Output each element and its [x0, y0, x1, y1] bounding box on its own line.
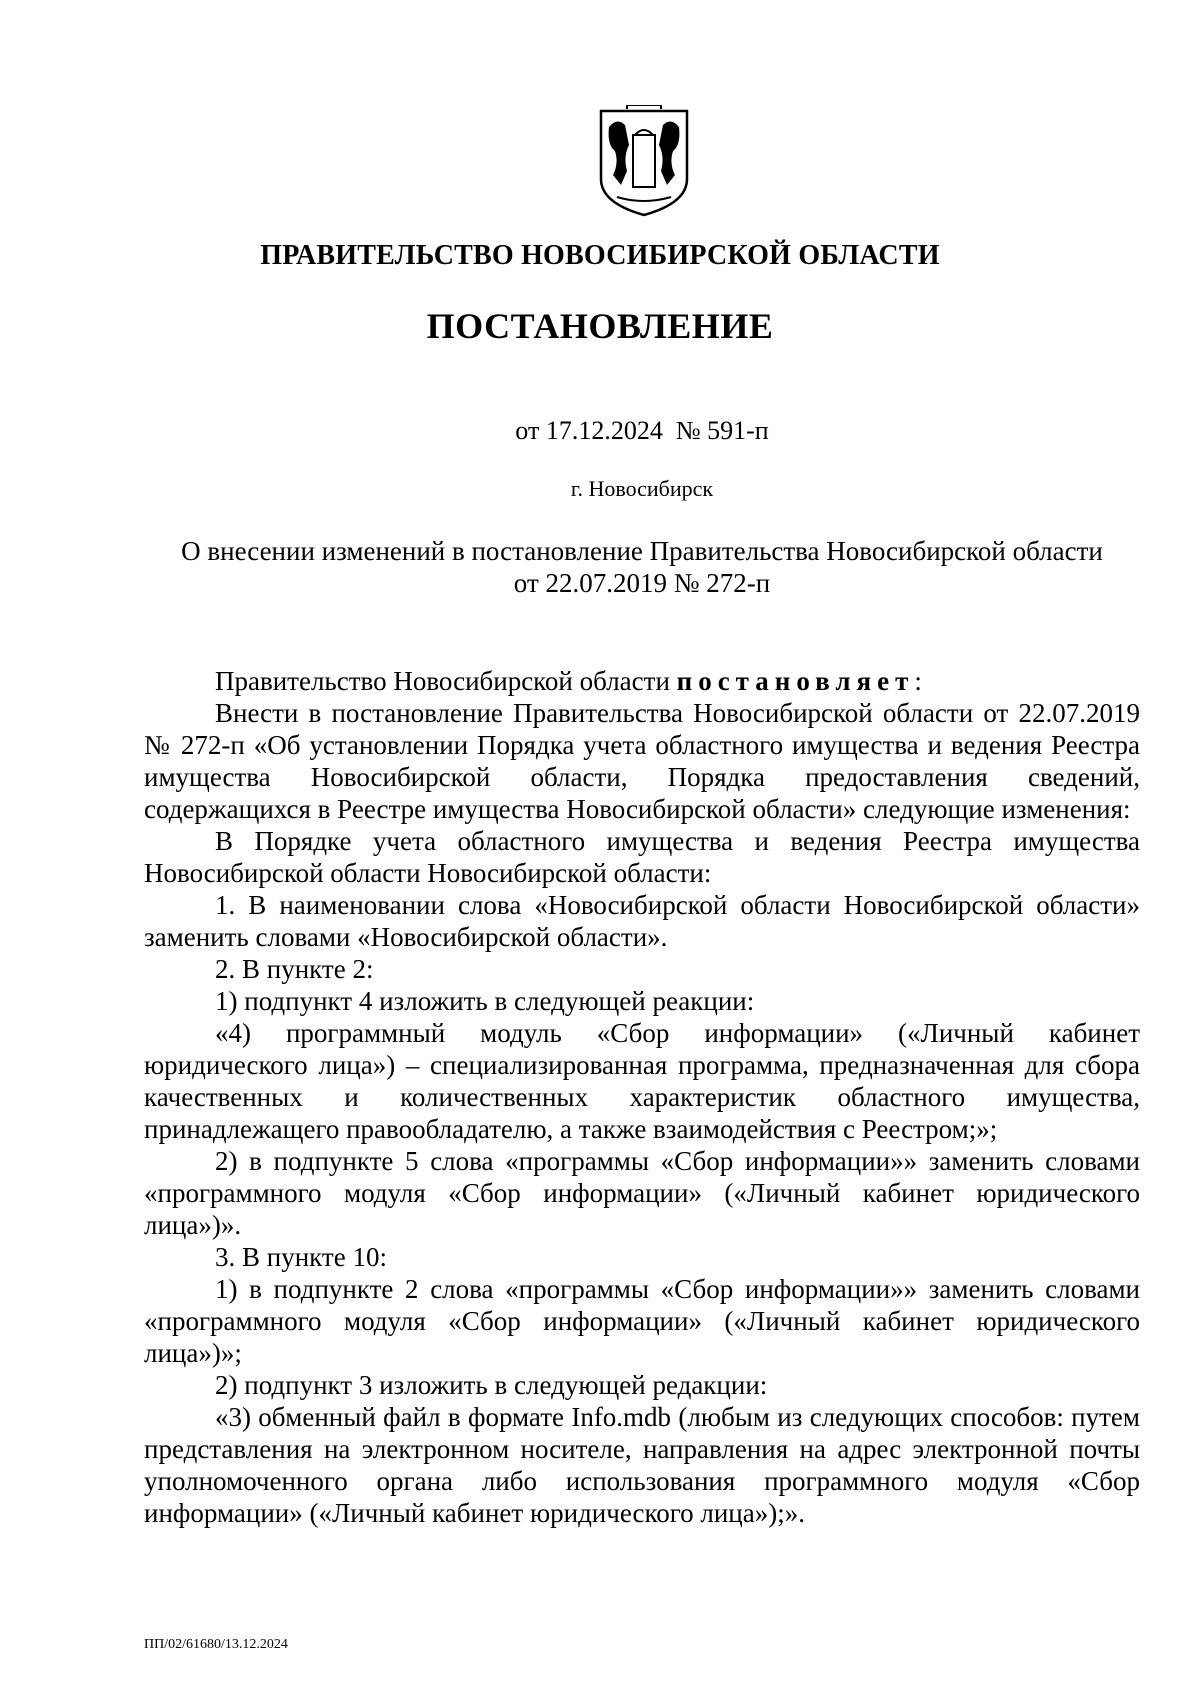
- intro-prefix: Правительство Новосибирской области: [215, 666, 677, 696]
- paragraph-item-2: 2. В пункте 2:: [215, 954, 374, 984]
- paragraph-item-3: 3. В пункте 10:: [215, 1242, 387, 1272]
- paragraph-item-2-sub-1: 1) подпункт 4 изложить в следующей реакции:: [215, 986, 755, 1016]
- paragraph-item-3-sub-1: 1) в подпункте 2 слова «программы «Сбор информации»» заменить словами «программного модуля «Сбор информации» («Личный кабинет юридического лица»)»;: [144, 1274, 1140, 1368]
- intro-verb: постановляет: [676, 666, 915, 696]
- novosibirsk-coat-of-arms-icon: [597, 105, 691, 217]
- subject-line-1: О внесении изменений в постановление Правительства Новосибирской области: [181, 536, 1103, 566]
- paragraph-item-2-sub-2: 2) в подпункте 5 слова «программы «Сбор информации»» заменить словами «программного модуля «Сбор информации» («Личный кабинет юридического лица»)».: [144, 1146, 1140, 1240]
- document-subject: [150, 535, 1134, 599]
- document-type-title: ПОСТАНОВЛЕНИЕ: [426, 306, 774, 346]
- document-body: [144, 665, 1140, 1529]
- paragraph-amend-resolution: Внести в постановление Правительства Новосибирской области от 22.07.2019 № 272-п «Об установлении Порядка учета областного имущества и ведения Реестра имущества Новосибирской области, Порядка предоставления сведений, содержащихся в Реестре имущества Новосибирской области» следующие изменения:: [144, 698, 1140, 824]
- city-name: г. Новосибирск: [570, 476, 714, 501]
- organization-name: ПРАВИТЕЛЬСТВО НОВОСИБИРСКОЙ ОБЛАСТИ: [260, 240, 940, 271]
- paragraph-item-3-sub-2: 2) подпункт 3 изложить в следующей редакции:: [215, 1370, 768, 1400]
- subject-line-2: от 22.07.2019 № 272-п: [513, 568, 771, 598]
- document-footer-code: ПП/02/61680/13.12.2024: [144, 1637, 288, 1652]
- resolution-intro: [144, 665, 1140, 697]
- paragraph-item-3-sub-2-text: «3) обменный файл в формате Info.mdb (любым из следующих способов: путем представления на электронном носителе, направления на адрес электронной почты уполномоченного органа либо использования программного модуля «Сбор информации» («Личный кабинет юридического лица»);».: [144, 1402, 1140, 1528]
- date-number-line: от 17.12.2024 № 591-п: [515, 416, 769, 445]
- intro-suffix: :: [914, 666, 922, 696]
- paragraph-item-1: 1. В наименовании слова «Новосибирской области Новосибирской области» заменить словами «Новосибирской области».: [144, 890, 1140, 952]
- paragraph-procedure: В Порядке учета областного имущества и ведения Реестра имущества Новосибирской области Новосибирской области:: [144, 826, 1140, 888]
- paragraph-item-2-sub-1-text: «4) программный модуль «Сбор информации» («Личный кабинет юридического лица») – специализированная программа, предназначенная для сбора качественных и количественных характеристик областного имущества, принадлежащего правообладателю, а также взаимодействия с Реестром;»;: [144, 1018, 1140, 1144]
